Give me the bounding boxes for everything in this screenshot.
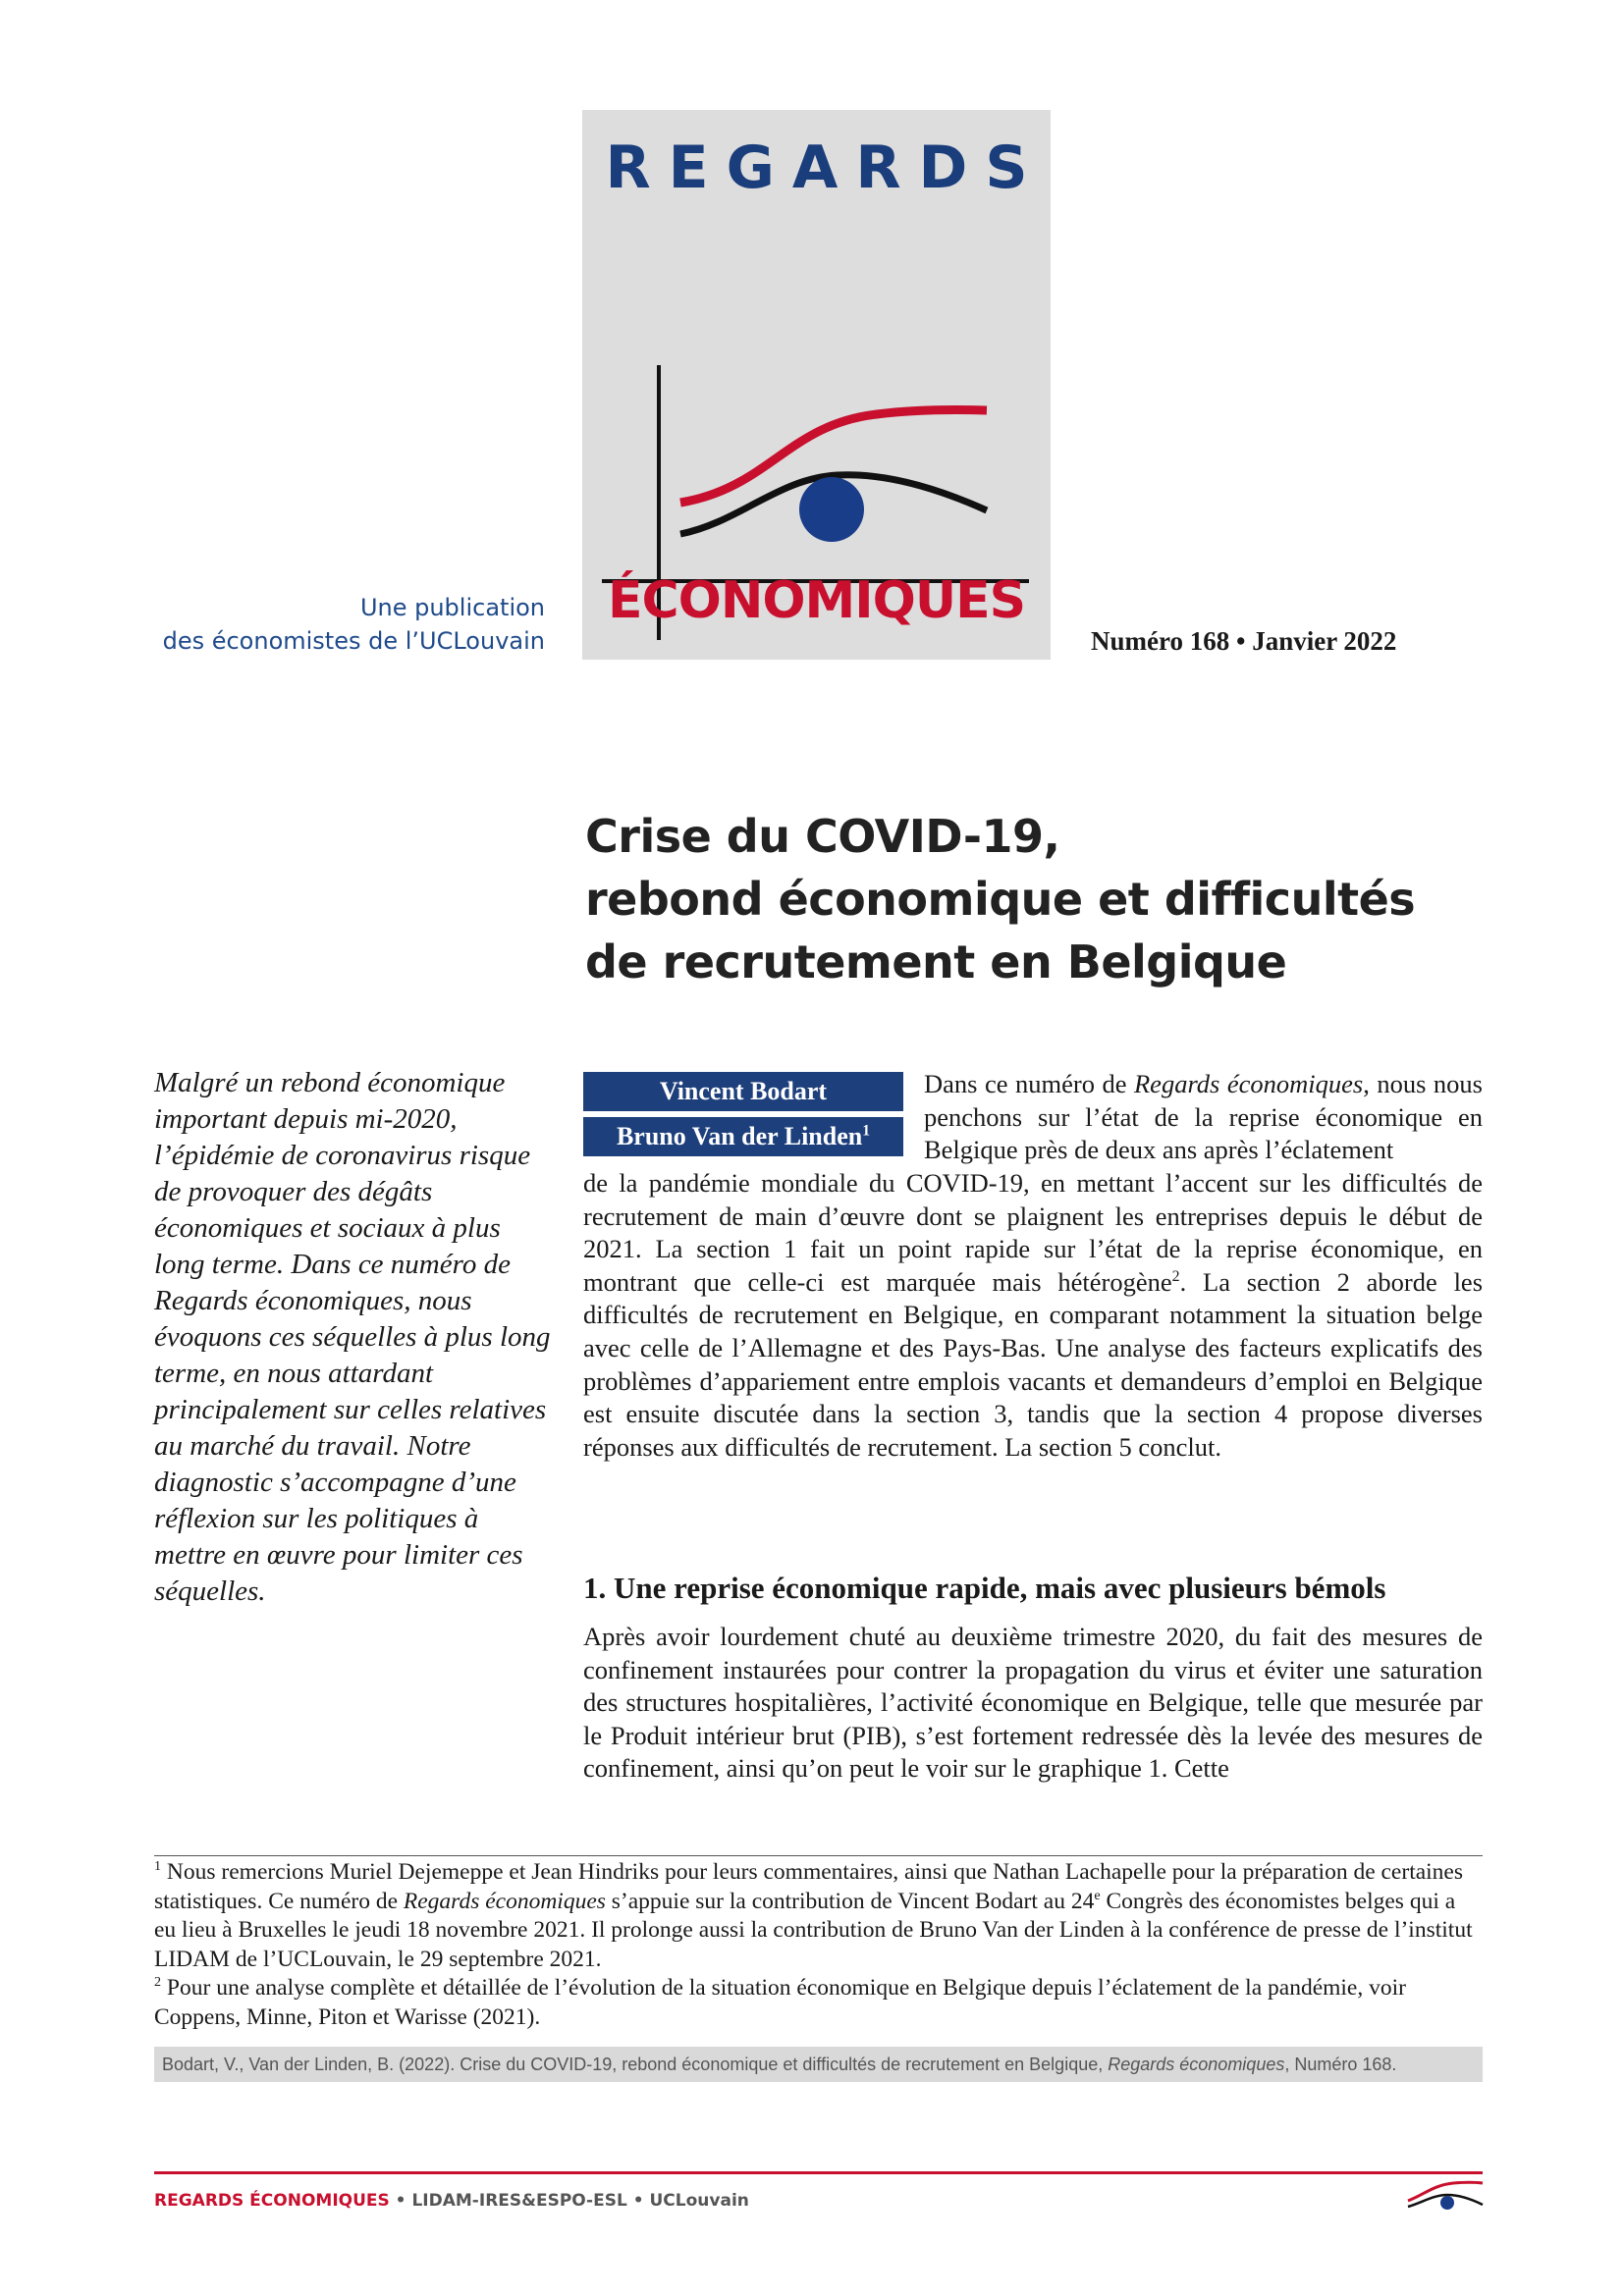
intro-text: de la pandémie mondiale du COVID-19, en mettant l’accent sur les difficultés de recrutement de main d’œuvre dont se plaignent les entreprises depuis le début de 2021. La section 1 fait un point rapide sur l’état de la reprise économique, en montrant que celle-ci est marquée mais hétérogène	[583, 1168, 1483, 1297]
footnote-text: Pour une analyse complète et détaillée de l’évolution de la situation économique en Belgique depuis l’éclatement de la pandémie, voir Coppens, Minne, Piton et Warisse (2021).	[154, 1975, 1406, 2030]
citation-text: , Numéro 168.	[1284, 2055, 1397, 2074]
citation-bar	[154, 2047, 1483, 2082]
abstract: Malgré un rebond économique important depuis mi-2020, l’épidémie de coronavirus risque de provoquer des dégâts économiques et sociaux à plus long terme. Dans ce numéro de Regards économiques, nous évoquons ces séquelles à plus long terme, en nous attardant principalement sur celles relatives au marché du travail. Notre diagnostic s’accompagne d’une réflexion sur les politiques à mettre en œuvre pour limiter ces séquelles.	[154, 1067, 551, 1607]
intro-text: , nous nous penchons sur l’état de la reprise économique en Belgique près de deux ans après l’éclatement	[924, 1069, 1483, 1165]
title-line-3: de recrutement en Belgique	[585, 935, 1287, 988]
footnote-1	[154, 1858, 1483, 1974]
section-heading: 1. Une reprise économique rapide, mais avec plusieurs bémols	[583, 1571, 1386, 1605]
journal-name-italic: Regards économiques	[1134, 1069, 1364, 1098]
article-title	[585, 805, 1567, 993]
footer-eye-logo-icon	[1404, 2175, 1485, 2215]
intro-paragraph-continued	[583, 1167, 1483, 1464]
masthead-logo	[582, 110, 1051, 660]
footnote-number: 1	[154, 1858, 162, 1875]
author-badge	[583, 1072, 903, 1111]
issue-number-date: Numéro 168 • Janvier 2022	[1091, 626, 1397, 656]
footer-brand: REGARDS ÉCONOMIQUES	[154, 2191, 390, 2211]
logo-wordmark-bottom: ÉCONOMIQUES	[607, 571, 1026, 630]
author-badge	[583, 1117, 903, 1156]
section-1-body: Après avoir lourdement chuté au deuxième trimestre 2020, du fait des mesures de confinement instaurées pour contrer la propagation du virus et éviter une saturation des structures hospitalières, l’activité économique en Belgique, telle que mesurée par le Produit intérieur brut (PIB), s’est fortement redressée dès la levée des mesures de confinement, ainsi qu’on peut le voir sur le graphique 1. Cette	[583, 1622, 1483, 1784]
footnote-divider	[154, 1855, 1483, 1856]
author-name: Bruno Van der Linden	[616, 1122, 863, 1150]
citation-text: Bodart, V., Van der Linden, B. (2022). Crise du COVID-19, rebond économique et difficultés de recrutement en Belgique,	[162, 2055, 1109, 2074]
publisher-tagline	[163, 591, 545, 658]
title-line-2: rebond économique et difficultés	[585, 873, 1416, 926]
author-name: Vincent Bodart	[659, 1077, 828, 1105]
journal-name-italic: Regards économiques	[403, 1888, 606, 1914]
footer-text	[154, 2191, 749, 2211]
intro-text: Dans ce numéro de	[924, 1069, 1134, 1098]
intro-text: . La section 2 aborde les difficultés de recrutement en Belgique, en comparant notamment la situation belge avec celle de l’Allemagne et des Pays-Bas. Une analyse des facteurs explicatifs des problèmes d’appariement entre emplois vacants et demandeurs d’emploi en Belgique est ensuite discutée dans la section 3, tandis que la section 4 propose diverses réponses aux difficultés de recrutement. La section 5 conclut.	[583, 1266, 1484, 1462]
publisher-line-1: Une publication	[359, 594, 545, 621]
footer-rule	[154, 2171, 1483, 2174]
intro-paragraph-start	[924, 1068, 1483, 1167]
title-line-1: Crise du COVID-19,	[585, 810, 1060, 863]
footnote-mark: 2	[1171, 1267, 1180, 1285]
footnote-number: 2	[154, 1974, 162, 1991]
footnote-2	[154, 1974, 1483, 2032]
journal-name-italic: Regards économiques	[1108, 2055, 1285, 2074]
author-footnote-mark: 1	[862, 1122, 871, 1140]
footnote-text: Nous remercions Muriel Dejemeppe et Jean Hindriks pour leurs commentaires, ainsi que Nathan Lachapelle pour la préparation de certaines statistiques. Ce numéro de	[154, 1859, 1464, 1914]
publisher-line-2: des économistes de l’UCLouvain	[162, 627, 545, 655]
ordinal-suffix: e	[1094, 1887, 1101, 1903]
footnote-text: Congrès des économistes belges qui a eu lieu à Bruxelles le jeudi 18 novembre 2021. Il prolonge aussi la contribution de Bruno Van der Linden à la conférence de presse de l’institut LIDAM de l’UCLouvain, le 29 septembre 2021.	[154, 1888, 1473, 1972]
logo-wordmark-top: REGARDS	[605, 133, 1046, 202]
footer-affiliations: • LIDAM-IRES&ESPO-ESL • UCLouvain	[389, 2191, 749, 2211]
footnote-text: s’appuie sur la contribution de Vincent Bodart au 24	[605, 1888, 1095, 1914]
